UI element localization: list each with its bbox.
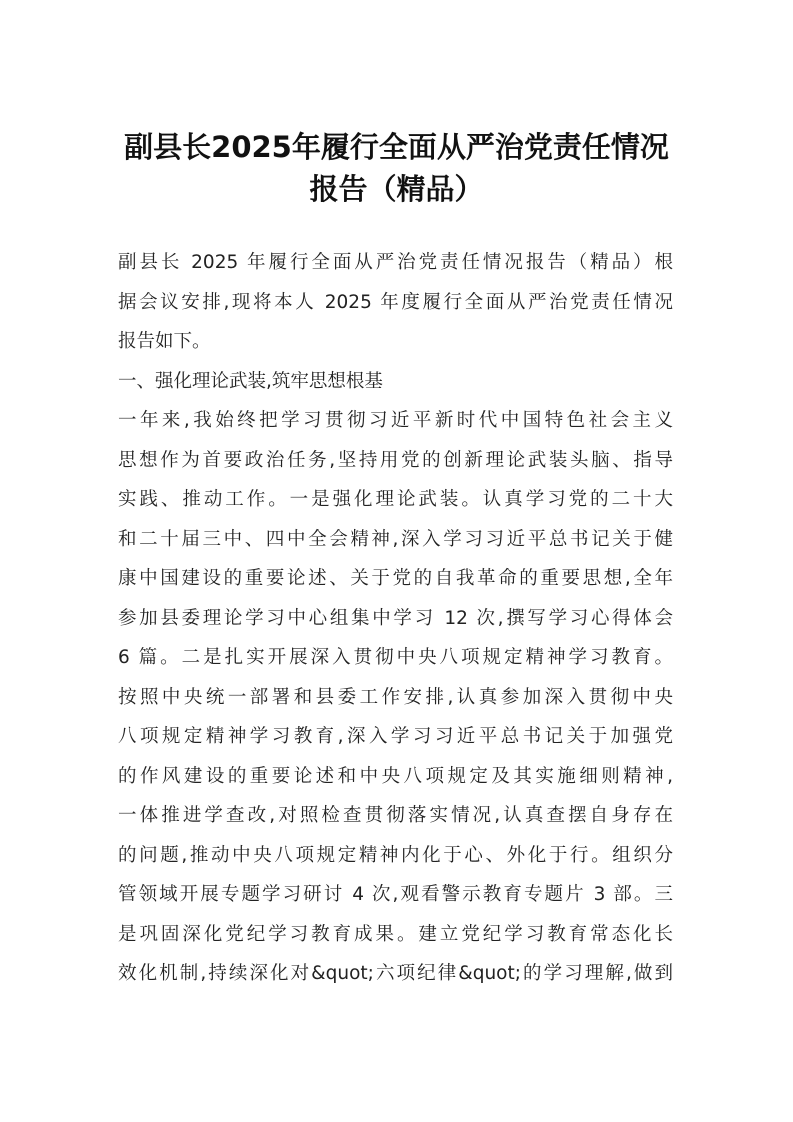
document-title-line-2: 报告（精品）: [309, 172, 484, 206]
document-title-line-1: 副县长2025年履行全面从严治党责任情况: [124, 130, 669, 164]
body-line: 和二十届三中、四中全会精神,深入学习习近平总书记关于健: [118, 528, 673, 550]
body-line: 的问题,推动中央八项规定精神内化于心、外化于行。组织分: [118, 844, 673, 866]
body-line: 一体推进学查改,对照检查贯彻落实情况,认真查摆自身存在: [118, 805, 673, 826]
body-line: 的作风建设的重要论述和中央八项规定及其实施细则精神,: [118, 765, 673, 787]
document-body: [118, 243, 673, 994]
body-line: 报告如下。: [118, 331, 211, 352]
body-line: 思想作为首要政治任务,坚持用党的创新理论武装头脑、指导: [118, 449, 673, 471]
body-line: 实践、推动工作。一是强化理论武装。认真学习党的二十大: [118, 489, 673, 510]
body-line: 效化机制,持续深化对&quot;六项纪律&quot;的学习理解,做到: [118, 963, 673, 984]
body-line: 康中国建设的重要论述、关于党的自我革命的重要思想,全年: [118, 568, 673, 589]
body-line: 是巩固深化党纪学习教育成果。建立党纪学习教育常态化长: [118, 923, 673, 945]
body-line: 一年来,我始终把学习贯彻习近平新时代中国特色社会主义: [118, 410, 673, 431]
body-line: 据会议安排,现将本人 2025 年度履行全面从严治党责任情况: [118, 291, 673, 313]
body-line: 八项规定精神学习教育,深入学习习近平总书记关于加强党: [118, 726, 673, 747]
body-line: 6 篇。二是扎实开展深入贯彻中央八项规定精神学习教育。: [118, 647, 673, 668]
body-line: 管领域开展专题学习研讨 4 次,观看警示教育专题片 3 部。三: [118, 884, 673, 905]
section-heading: 一、强化理论武装,筑牢思想根基: [118, 370, 383, 392]
body-line: 参加县委理论学习中心组集中学习 12 次,撰写学习心得体会: [118, 607, 673, 629]
body-line: 副县长 2025 年履行全面从严治党责任情况报告（精品）根: [118, 252, 673, 273]
body-line: 按照中央统一部署和县委工作安排,认真参加深入贯彻中央: [118, 686, 673, 708]
